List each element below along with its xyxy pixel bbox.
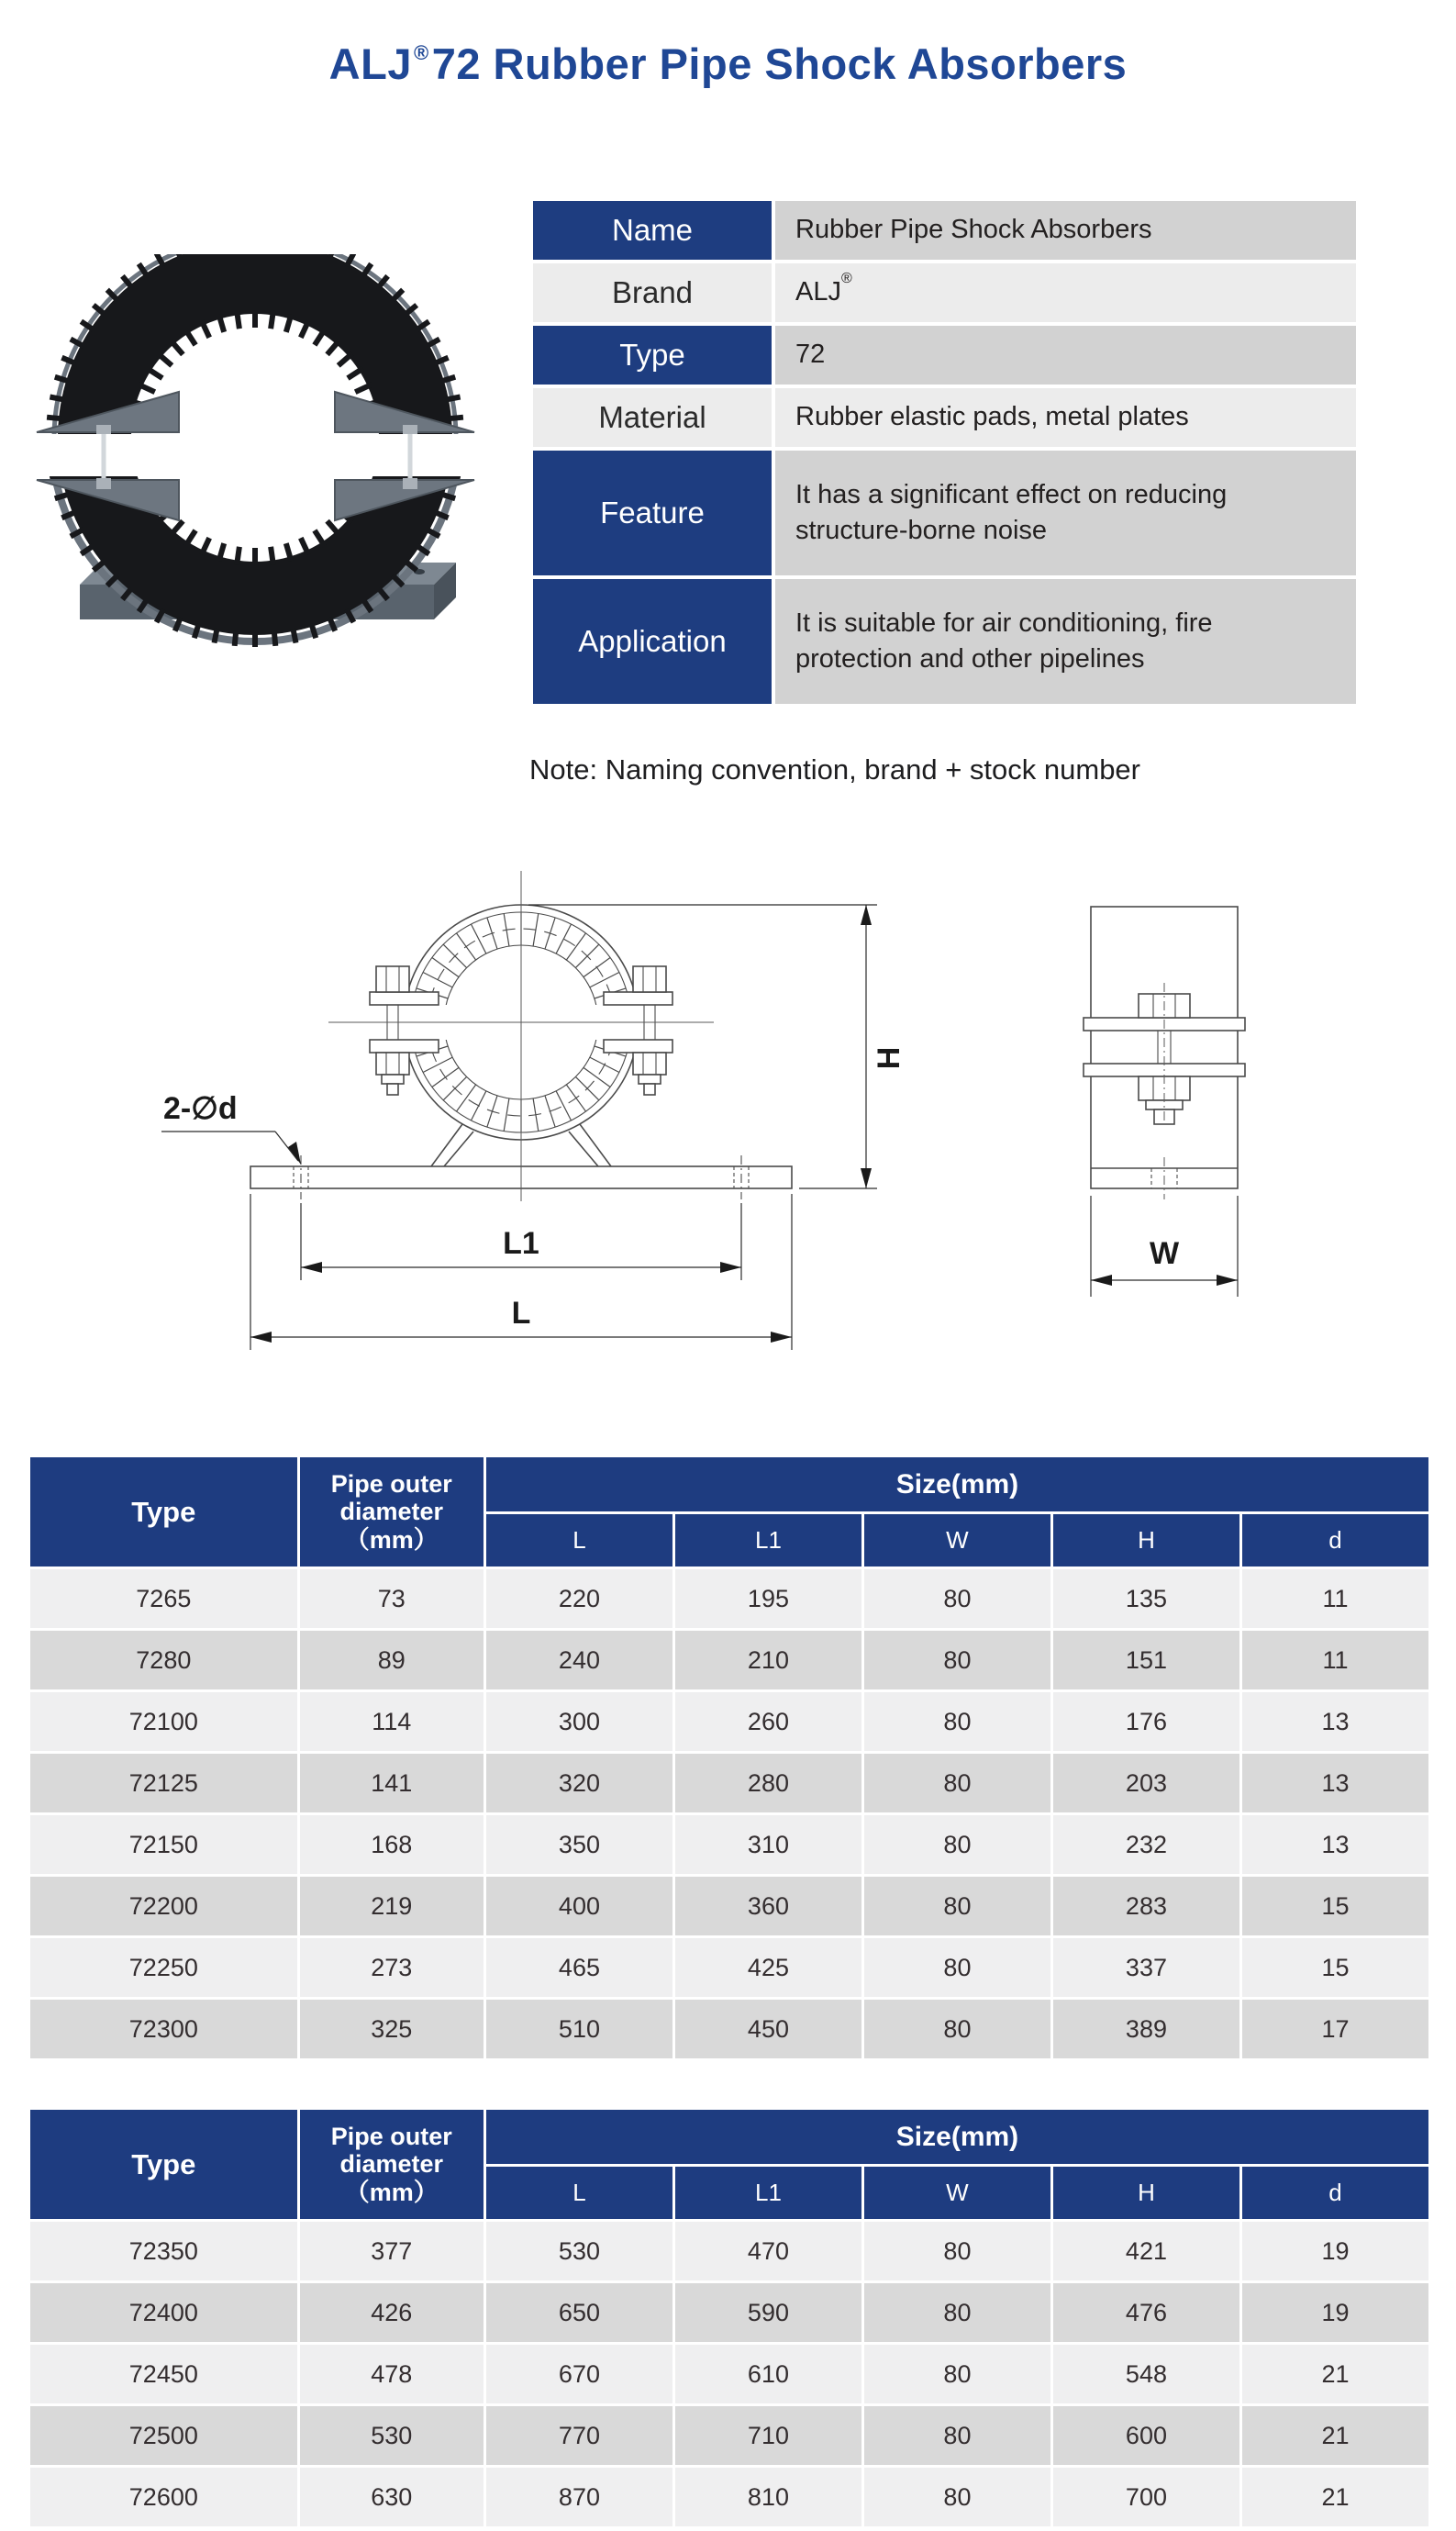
size-table-cell: 72250 — [30, 1938, 297, 1997]
size-table-2 — [28, 2107, 1431, 2529]
size-table-row — [30, 2345, 1428, 2403]
size-table-cell: 310 — [675, 1815, 861, 1874]
size-table-cell: 80 — [864, 1754, 1050, 1812]
size-table-cell: 670 — [486, 2345, 672, 2403]
size-table-cell: 260 — [675, 1692, 861, 1751]
size-table-cell: 710 — [675, 2406, 861, 2465]
spec-row-application — [533, 579, 1356, 704]
size-table-cell: 21 — [1242, 2345, 1428, 2403]
size-table-cell: 19 — [1242, 2283, 1428, 2342]
size-table-cell: 13 — [1242, 1754, 1428, 1812]
col-header-W: W — [864, 2167, 1050, 2219]
size-table-cell: 232 — [1053, 1815, 1239, 1874]
col-header-L1: L1 — [675, 2167, 861, 2219]
size-table-cell: 590 — [675, 2283, 861, 2342]
size-table-cell: 7280 — [30, 1631, 297, 1689]
size-table-cell: 630 — [300, 2468, 483, 2526]
size-table-cell: 600 — [1053, 2406, 1239, 2465]
page-title — [0, 39, 1456, 89]
diameter-label: Pipe outer diameter — [330, 1470, 452, 1526]
size-table-cell: 72600 — [30, 2468, 297, 2526]
size-table-header-row-1 — [30, 1457, 1428, 1511]
registered-trademark-icon: ® — [413, 41, 429, 65]
size-table-cell: 176 — [1053, 1692, 1239, 1751]
size-table-cell: 72125 — [30, 1754, 297, 1812]
spec-value-application: It is suitable for air conditioning, fire protection and other pipelines — [775, 579, 1356, 704]
brand-text: ALJ — [795, 277, 841, 307]
size-table-cell: 210 — [675, 1631, 861, 1689]
dimension-W — [1091, 1196, 1238, 1297]
size-table-cell: 195 — [675, 1569, 861, 1628]
dim-label-W: W — [1149, 1236, 1180, 1271]
size-table-cell: 450 — [675, 2000, 861, 2058]
size-table-cell: 80 — [864, 1938, 1050, 1997]
size-table-cell: 80 — [864, 2468, 1050, 2526]
size-table-row — [30, 1569, 1428, 1628]
size-table-cell: 389 — [1053, 2000, 1239, 2058]
size-table-1 — [28, 1455, 1431, 2061]
col-header-L1: L1 — [675, 1514, 861, 1567]
spec-row-name — [533, 201, 1356, 260]
diameter-label: Pipe outer diameter — [330, 2123, 452, 2179]
size-table-cell: 610 — [675, 2345, 861, 2403]
size-table-cell: 870 — [486, 2468, 672, 2526]
col-header-size-group: Size(mm) — [486, 2110, 1428, 2164]
size-table-cell: 141 — [300, 1754, 483, 1812]
size-table-cell: 350 — [486, 1815, 672, 1874]
spec-row-brand — [533, 263, 1356, 322]
spec-label-material: Material — [533, 388, 772, 447]
size-table-1-section — [28, 1455, 1431, 2061]
spec-row-type — [533, 326, 1356, 385]
size-table-cell: 400 — [486, 1877, 672, 1935]
page-title-rest: 72 Rubber Pipe Shock Absorbers — [431, 39, 1128, 88]
size-table-cell: 650 — [486, 2283, 672, 2342]
size-table-cell: 80 — [864, 2222, 1050, 2280]
side-view-drawing — [1027, 843, 1302, 1394]
size-table-row — [30, 1754, 1428, 1812]
size-table-cell: 220 — [486, 1569, 672, 1628]
col-header-L: L — [486, 2167, 672, 2219]
col-header-d: d — [1242, 1514, 1428, 1567]
size-table-cell: 240 — [486, 1631, 672, 1689]
size-table-cell: 360 — [675, 1877, 861, 1935]
size-table-cell: 465 — [486, 1938, 672, 1997]
spec-value-name: Rubber Pipe Shock Absorbers — [775, 201, 1356, 260]
size-table-cell: 72350 — [30, 2222, 297, 2280]
dimension-L1 — [301, 1203, 741, 1280]
spec-label-brand: Brand — [533, 263, 772, 322]
col-header-diameter — [300, 2110, 483, 2219]
dim-label-L1: L1 — [503, 1226, 539, 1261]
spec-value-type: 72 — [775, 326, 1356, 385]
dimension-L — [250, 1194, 792, 1350]
col-header-type: Type — [30, 1457, 297, 1567]
size-table-cell: 15 — [1242, 1877, 1428, 1935]
size-table-cell: 80 — [864, 2000, 1050, 2058]
size-table-cell: 72200 — [30, 1877, 297, 1935]
size-table-cell: 13 — [1242, 1692, 1428, 1751]
col-header-size-group: Size(mm) — [486, 1457, 1428, 1511]
technical-drawing-section — [0, 843, 1456, 1394]
col-header-W: W — [864, 1514, 1050, 1567]
size-table-cell: 72100 — [30, 1692, 297, 1751]
size-table-cell: 7265 — [30, 1569, 297, 1628]
size-table-cell: 73 — [300, 1569, 483, 1628]
registered-trademark-icon: ® — [840, 271, 852, 286]
size-table-cell: 283 — [1053, 1877, 1239, 1935]
size-table-cell: 425 — [675, 1938, 861, 1997]
col-header-type: Type — [30, 2110, 297, 2219]
size-table-row — [30, 1692, 1428, 1751]
size-table-cell: 80 — [864, 1569, 1050, 1628]
spec-table — [529, 197, 1360, 708]
size-table-cell: 280 — [675, 1754, 861, 1812]
spec-label-name: Name — [533, 201, 772, 260]
size-table-cell: 510 — [486, 2000, 672, 2058]
spec-label-application: Application — [533, 579, 772, 704]
size-table-cell: 80 — [864, 1631, 1050, 1689]
dimension-holes — [161, 1091, 301, 1165]
size-table-cell: 377 — [300, 2222, 483, 2280]
size-table-2-section — [28, 2107, 1431, 2529]
product-photo — [23, 197, 488, 708]
size-table-cell: 548 — [1053, 2345, 1239, 2403]
size-table-cell: 72500 — [30, 2406, 297, 2465]
dim-label-L: L — [511, 1296, 531, 1331]
product-photo-illustration — [23, 254, 488, 649]
size-table-cell: 219 — [300, 1877, 483, 1935]
naming-note: Note: Naming convention, brand + stock number — [529, 753, 1141, 786]
size-table-cell: 11 — [1242, 1631, 1428, 1689]
side-body — [1091, 907, 1238, 1188]
size-table-cell: 72150 — [30, 1815, 297, 1874]
size-table-cell: 21 — [1242, 2406, 1428, 2465]
size-table-row — [30, 1938, 1428, 1997]
size-table-cell: 337 — [1053, 1938, 1239, 1997]
spec-value-brand — [775, 263, 1356, 322]
size-table-cell: 11 — [1242, 1569, 1428, 1628]
size-table-row — [30, 1877, 1428, 1935]
size-table-cell: 80 — [864, 2406, 1050, 2465]
size-table-cell: 89 — [300, 1631, 483, 1689]
size-table-cell: 478 — [300, 2345, 483, 2403]
size-table-cell: 72450 — [30, 2345, 297, 2403]
size-table-cell: 19 — [1242, 2222, 1428, 2280]
size-table-cell: 530 — [300, 2406, 483, 2465]
size-table-cell: 72400 — [30, 2283, 297, 2342]
spec-table-section — [529, 197, 1360, 708]
size-table-cell: 21 — [1242, 2468, 1428, 2526]
size-table-row — [30, 2283, 1428, 2342]
size-table-cell: 80 — [864, 2345, 1050, 2403]
size-table-row — [30, 2000, 1428, 2058]
product-overview-section — [23, 197, 1360, 708]
size-table-cell: 15 — [1242, 1938, 1428, 1997]
size-table-cell: 80 — [864, 1815, 1050, 1874]
spec-label-feature: Feature — [533, 451, 772, 575]
size-table-cell: 770 — [486, 2406, 672, 2465]
spec-label-type: Type — [533, 326, 772, 385]
size-table-cell: 273 — [300, 1938, 483, 1997]
datasheet-page — [0, 39, 1456, 2531]
dim-label-holes: 2-∅d — [163, 1091, 238, 1126]
size-table-cell: 203 — [1053, 1754, 1239, 1812]
diameter-unit: （mm） — [344, 1525, 439, 1554]
spec-row-feature — [533, 451, 1356, 575]
size-table-cell: 700 — [1053, 2468, 1239, 2526]
size-table-header-row-1 — [30, 2110, 1428, 2164]
size-table-cell: 426 — [300, 2283, 483, 2342]
size-table-cell: 810 — [675, 2468, 861, 2526]
size-table-cell: 300 — [486, 1692, 672, 1751]
dim-label-H: H — [872, 1046, 906, 1070]
dimension-H — [528, 905, 906, 1188]
col-header-H: H — [1053, 2167, 1239, 2219]
size-table-cell: 325 — [300, 2000, 483, 2058]
size-table-cell: 80 — [864, 1877, 1050, 1935]
size-table-row — [30, 2406, 1428, 2465]
col-header-H: H — [1053, 1514, 1239, 1567]
spec-value-material: Rubber elastic pads, metal plates — [775, 388, 1356, 447]
size-table-cell: 151 — [1053, 1631, 1239, 1689]
size-table-cell: 80 — [864, 1692, 1050, 1751]
size-table-cell: 476 — [1053, 2283, 1239, 2342]
col-header-diameter — [300, 1457, 483, 1567]
diameter-unit: （mm） — [344, 2178, 439, 2206]
size-table-cell: 168 — [300, 1815, 483, 1874]
size-table-cell: 13 — [1242, 1815, 1428, 1874]
size-table-cell: 320 — [486, 1754, 672, 1812]
size-table-row — [30, 2468, 1428, 2526]
size-table-cell: 135 — [1053, 1569, 1239, 1628]
size-table-row — [30, 1631, 1428, 1689]
size-table-cell: 80 — [864, 2283, 1050, 2342]
spec-row-material — [533, 388, 1356, 447]
size-table-row — [30, 2222, 1428, 2280]
size-table-cell: 17 — [1242, 2000, 1428, 2058]
size-table-row — [30, 1815, 1428, 1874]
size-table-cell: 72300 — [30, 2000, 297, 2058]
front-view-drawing — [108, 843, 916, 1394]
col-header-L: L — [486, 1514, 672, 1567]
col-header-d: d — [1242, 2167, 1428, 2219]
size-table-cell: 421 — [1053, 2222, 1239, 2280]
size-table-cell: 114 — [300, 1692, 483, 1751]
size-table-cell: 470 — [675, 2222, 861, 2280]
page-title-brand: ALJ — [328, 39, 412, 88]
size-table-cell: 530 — [486, 2222, 672, 2280]
spec-value-feature: It has a significant effect on reducing structure-borne noise — [775, 451, 1356, 575]
